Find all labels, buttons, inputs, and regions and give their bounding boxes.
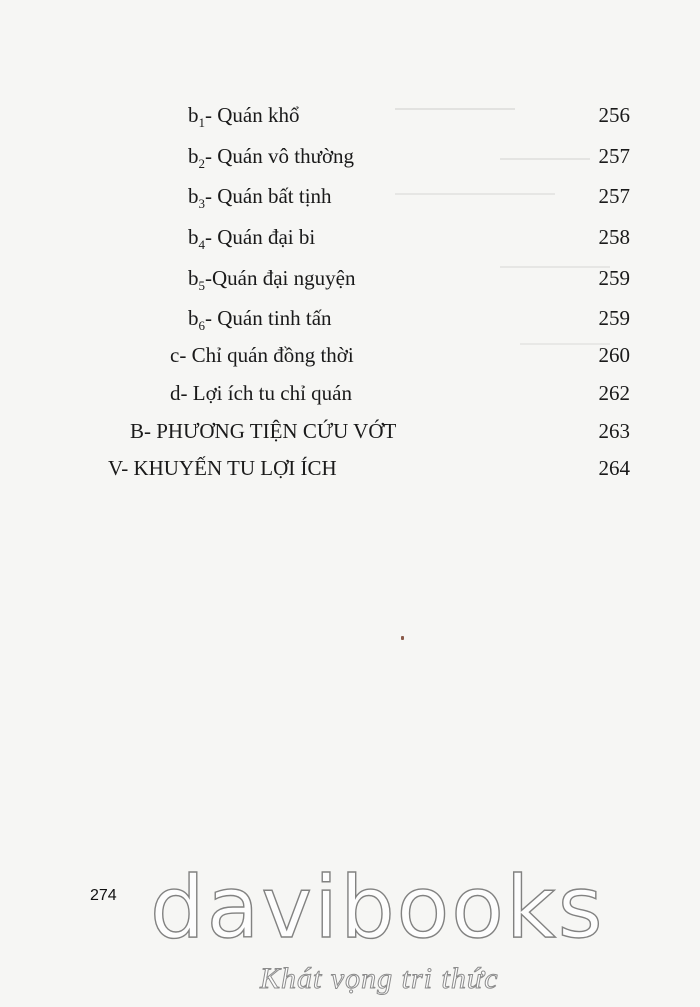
toc-entry-subscript: 2 xyxy=(198,156,205,171)
toc-entry xyxy=(188,224,315,258)
toc-entry-title: - Quán bất tịnh xyxy=(205,184,332,208)
toc-entry-page: 256 xyxy=(598,103,630,127)
toc-entry-page: 259 xyxy=(598,266,630,290)
toc-entry-title: - Quán đại bi xyxy=(205,225,316,249)
toc-entry-title: c- Chỉ quán đồng thời xyxy=(170,343,354,367)
toc-entry xyxy=(130,418,396,444)
toc-entry-page: 264 xyxy=(598,456,630,480)
speck-mark xyxy=(401,636,404,640)
toc-entry-subscript: 1 xyxy=(198,115,205,130)
toc-entry-prefix: b xyxy=(188,225,199,249)
watermark-tagline: Khát vọng tri thức xyxy=(260,962,499,995)
toc-entry xyxy=(188,102,299,136)
toc-entry-page: 257 xyxy=(598,144,630,168)
bleed-through-mark xyxy=(395,98,515,110)
toc-entry-prefix: b xyxy=(188,144,199,168)
toc-entry-title: - Quán vô thường xyxy=(205,144,355,168)
toc-entry-prefix: b xyxy=(188,306,199,330)
toc-entry-title: d- Lợi ích tu chỉ quán xyxy=(170,381,352,405)
watermark-logo: davibooks xyxy=(150,858,605,958)
toc-entry-subscript: 4 xyxy=(198,237,205,252)
toc-entry-page: 257 xyxy=(598,184,630,208)
toc-entry-page: 258 xyxy=(598,225,630,249)
toc-entry-title: - Quán tinh tấn xyxy=(205,306,332,330)
toc-entry xyxy=(188,305,332,339)
toc-entry-subscript: 5 xyxy=(198,278,205,293)
toc-entry xyxy=(170,380,352,406)
toc-entry-title: B- PHƯƠNG TIỆN CỨU VỚT xyxy=(130,419,397,443)
bleed-through-mark xyxy=(395,185,555,195)
toc-entry xyxy=(188,143,354,177)
bleed-through-mark xyxy=(500,258,610,268)
toc-entry xyxy=(108,455,337,481)
toc-entry-title: V- KHUYẾN TU LỢI ÍCH xyxy=(108,456,337,480)
toc-entry-prefix: b xyxy=(188,103,199,127)
toc-entry xyxy=(170,342,354,368)
toc-entry-page: 260 xyxy=(598,343,630,367)
toc-entry-prefix: b xyxy=(188,184,199,208)
toc-entry-prefix: b xyxy=(188,266,199,290)
toc-entry-page: 259 xyxy=(598,306,630,330)
page-number: 274 xyxy=(90,887,117,904)
toc-entry-page: 263 xyxy=(598,419,630,443)
toc-entry-subscript: 3 xyxy=(198,196,205,211)
toc-entry-title: - Quán khổ xyxy=(205,103,300,127)
bleed-through-mark xyxy=(500,150,590,160)
toc-entry xyxy=(188,265,355,299)
toc-entry xyxy=(188,183,332,217)
toc-entry-subscript: 6 xyxy=(198,318,205,333)
bleed-through-mark xyxy=(520,335,610,345)
toc-entry-title: -Quán đại nguyện xyxy=(205,266,356,290)
toc-entry-page: 262 xyxy=(598,381,630,405)
